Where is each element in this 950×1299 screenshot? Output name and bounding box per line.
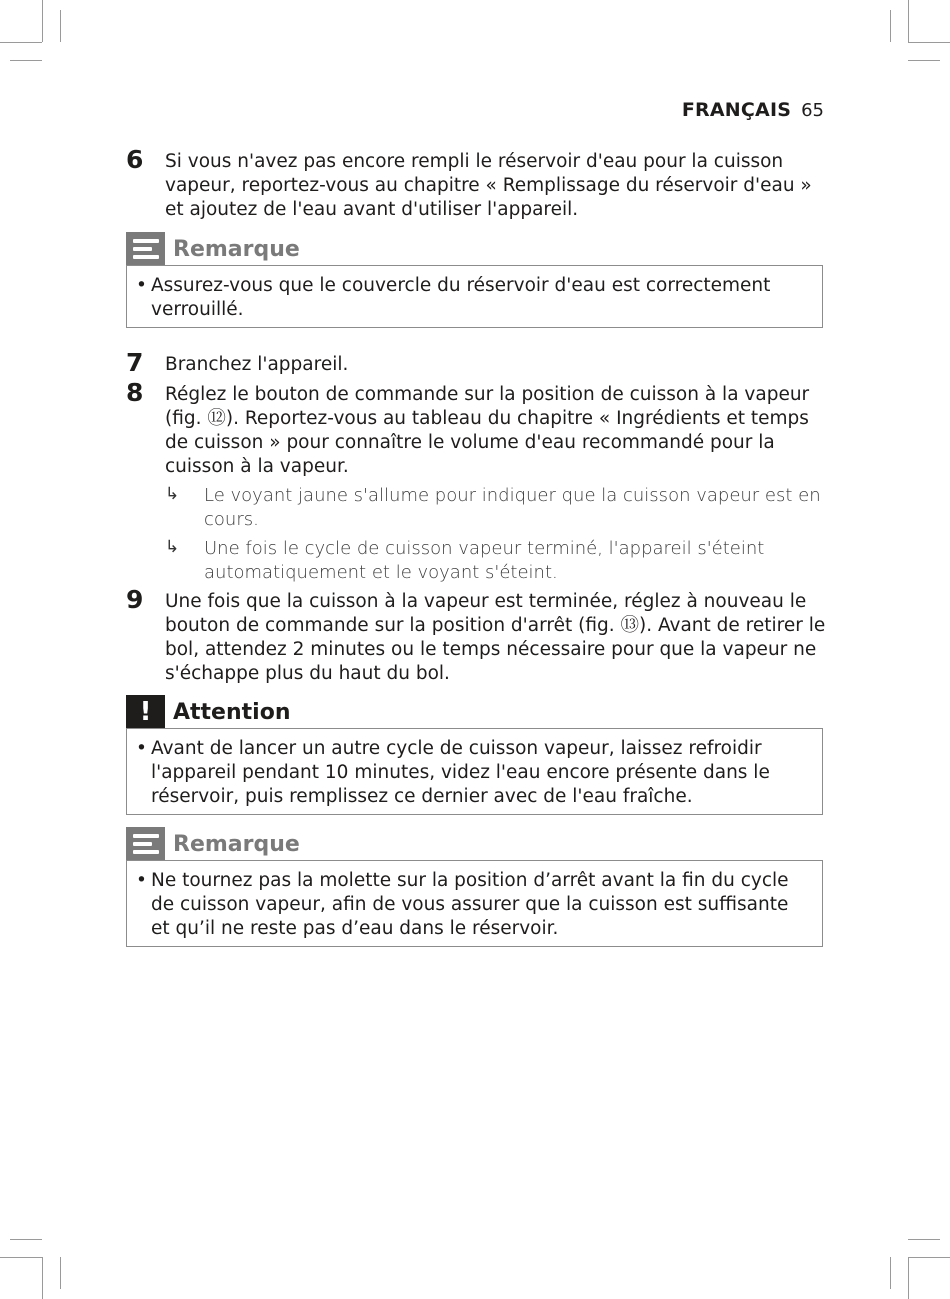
note-text: Assurez-vous que le couvercle du réservoir d'eau est correctement verrouillé. [151, 275, 771, 320]
step-text: Réglez le bouton de commande sur la position de cuisson à la vapeur (fig. ⑫). Reportez-vous au tableau du chapitre « Ingrédients et temps de cuisson » pour connaître le volume d'eau recommandé pour la cuisson à la vapeur. [165, 384, 810, 477]
note-label: Remarque [173, 236, 300, 262]
exclamation-icon: ! [126, 695, 165, 729]
list-item [127, 266, 822, 330]
note-label: Remarque [173, 831, 300, 857]
step-number: 8 [126, 378, 144, 407]
step-text: Branchez l'appareil. [165, 354, 349, 375]
crop-mark [908, 1257, 950, 1258]
note-heading [126, 827, 300, 861]
crop-mark [908, 0, 909, 42]
crop-mark [908, 1239, 940, 1240]
note-icon [126, 827, 165, 861]
step-number: 7 [126, 348, 144, 377]
caution-label: Attention [173, 699, 291, 725]
crop-mark [908, 1257, 909, 1299]
result-arrow-icon: ↳ [165, 537, 180, 557]
crop-mark [10, 60, 42, 61]
caution-heading [126, 695, 290, 729]
step-6 [126, 145, 826, 222]
result-text: Le voyant jaune s'allume pour indiquer que la cuisson vapeur est en cours. [204, 485, 821, 530]
crop-mark [60, 10, 61, 42]
crop-mark [908, 60, 940, 61]
step-8 [126, 378, 826, 479]
result-item [165, 484, 825, 532]
bullet: • [136, 870, 147, 891]
bullet: • [136, 275, 147, 296]
result-arrow-icon: ↳ [165, 484, 180, 504]
bullet: • [136, 738, 147, 759]
result-text: Une fois le cycle de cuisson vapeur terminé, l'appareil s'éteint automatiquement et le voyant s'éteint. [204, 538, 765, 583]
note-heading [126, 232, 300, 266]
crop-mark [0, 1257, 42, 1258]
note-box [126, 860, 823, 947]
step-9 [126, 585, 826, 686]
step-number: 9 [126, 585, 144, 614]
list-item [127, 861, 822, 949]
step-text: Une fois que la cuisson à la vapeur est terminée, réglez à nouveau le bouton de commande sur la position d'arrêt (fig. ⑬). Avant de retirer le bol, attendez 2 minutes ou le temps nécessaire pour que la vapeur ne s'échappe plus du haut du bol. [165, 591, 826, 684]
crop-mark [890, 1257, 891, 1289]
result-item [165, 537, 825, 585]
crop-mark [42, 0, 43, 42]
note-text: Ne tournez pas la molette sur la position d’arrêt avant la fin du cycle de cuisson vapeur, afin de vous assurer que la cuisson est suffisante et qu’il ne reste pas d’eau dans le réservoir. [151, 870, 789, 939]
note-icon [126, 232, 165, 266]
crop-mark [890, 10, 891, 42]
crop-mark [42, 1257, 43, 1299]
note-box [126, 265, 823, 328]
step-number: 6 [126, 145, 144, 174]
language-label: FRANÇAIS [681, 99, 792, 121]
crop-mark [60, 1257, 61, 1289]
step-7 [126, 348, 826, 377]
crop-mark [10, 1239, 42, 1240]
crop-mark [0, 42, 42, 43]
caution-text: Avant de lancer un autre cycle de cuisson vapeur, laissez refroidir l'appareil pendant 10 minutes, videz l'eau encore présente dans le réservoir, puis remplissez ce dernier avec de l'eau fraîche. [151, 738, 770, 807]
page-number: 65 [801, 100, 824, 121]
crop-mark [908, 42, 950, 43]
list-item [127, 729, 822, 817]
caution-box [126, 728, 823, 815]
step-text: Si vous n'avez pas encore rempli le réservoir d'eau pour la cuisson vapeur, reportez-vous au chapitre « Remplissage du réservoir d'eau » et ajoutez de l'eau avant d'utiliser l'appareil. [165, 151, 812, 220]
page-header [682, 99, 824, 121]
